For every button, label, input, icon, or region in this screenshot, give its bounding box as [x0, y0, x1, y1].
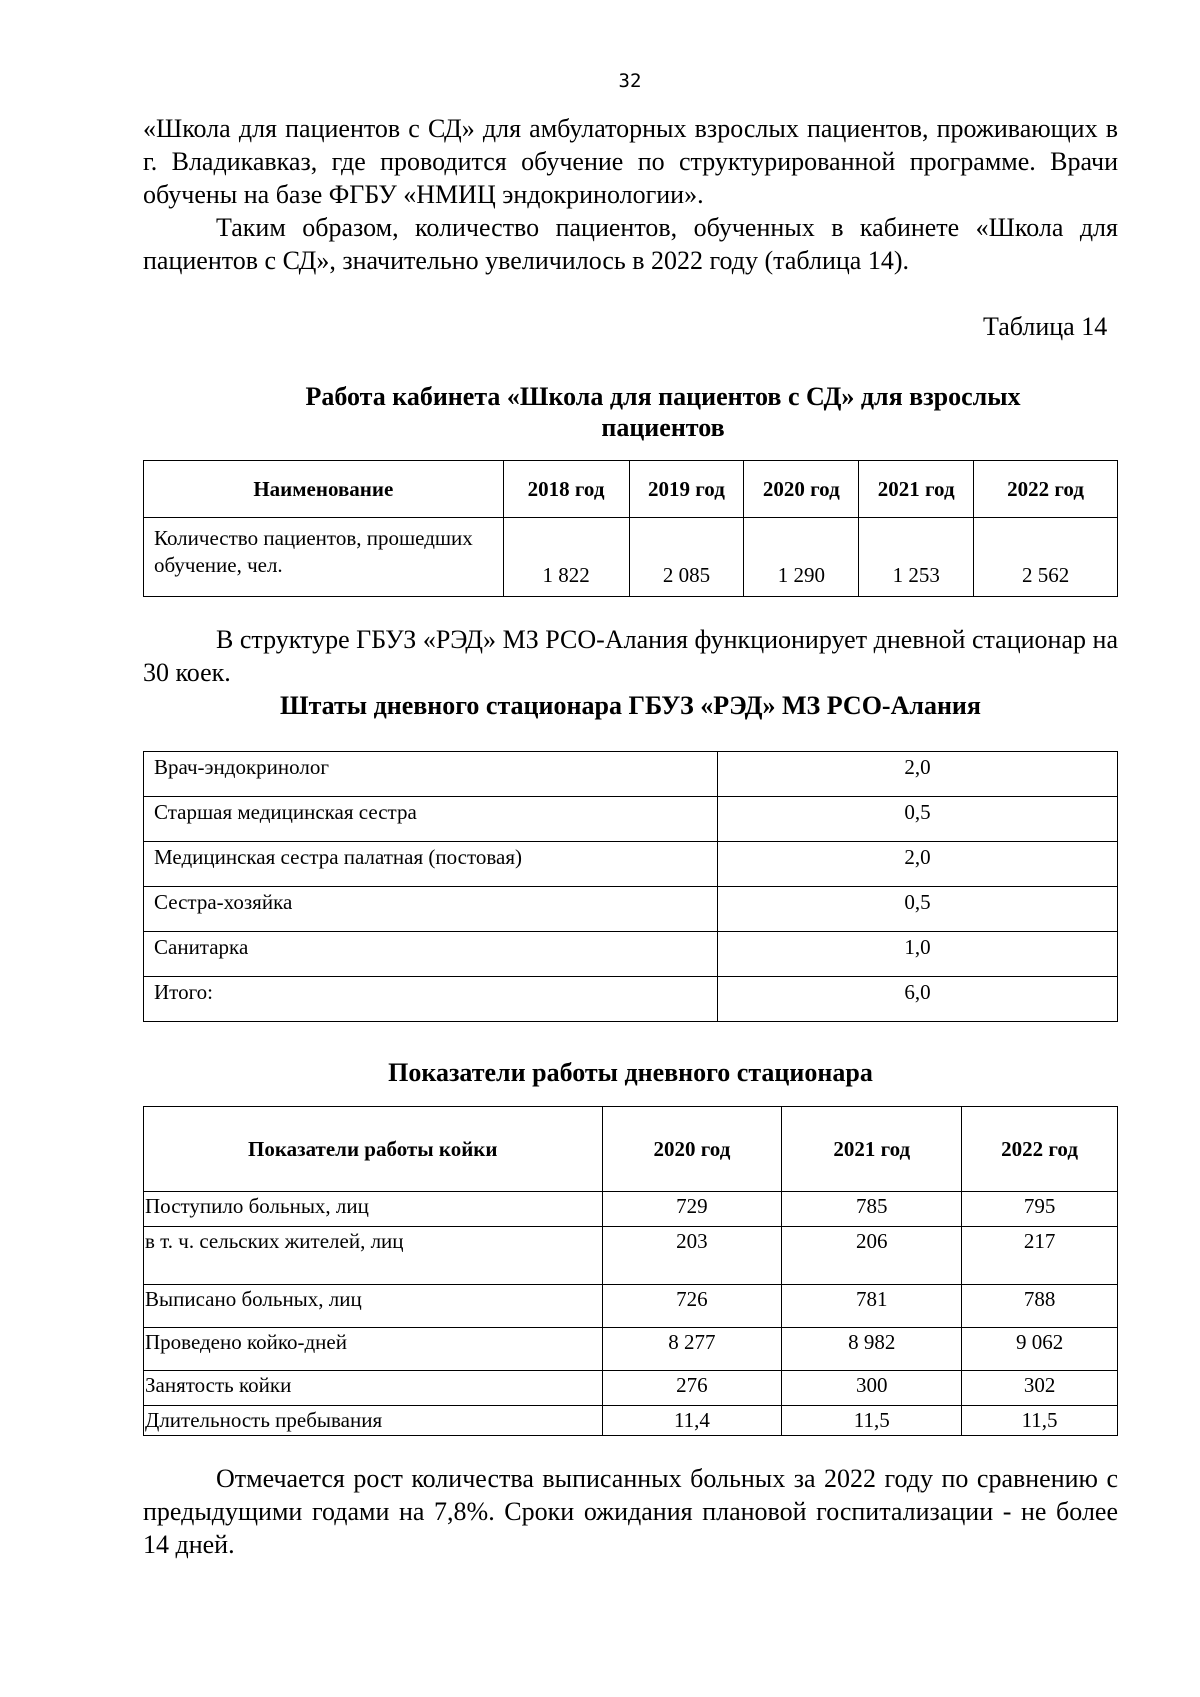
- table-cell: 11,5: [782, 1406, 962, 1436]
- row-label: Сестра-хозяйка: [144, 887, 718, 932]
- row-label: Выписано больных, лиц: [144, 1285, 603, 1328]
- paragraph-school-summary: Таким образом, количество пациентов, обученных в кабинете «Школа для пациентов с СД», значительно увеличилось в 2022 году (таблица 14).: [143, 213, 1118, 275]
- column-header: 2022 год: [962, 1107, 1118, 1192]
- table-row: [144, 1328, 1118, 1371]
- table-row: [144, 977, 1118, 1022]
- staff-table-title: Штаты дневного стационара ГБУЗ «РЭД» МЗ РСО-Алания: [280, 691, 981, 720]
- row-label: Итого:: [144, 977, 718, 1022]
- table-cell: 8 277: [602, 1328, 782, 1371]
- table-cell: 11,5: [962, 1406, 1118, 1436]
- table-row: [144, 842, 1118, 887]
- table-cell: 795: [962, 1192, 1118, 1227]
- table-caption: Таблица 14: [983, 312, 1108, 341]
- table-cell: 276: [602, 1371, 782, 1406]
- column-header: Наименование: [144, 461, 504, 518]
- table-cell: 2 085: [629, 518, 744, 597]
- row-label: Количество пациентов, прошедших обучение, чел.: [144, 518, 504, 597]
- table-row: [144, 1227, 1118, 1285]
- table-row: [144, 1192, 1118, 1227]
- row-label: Длительность пребывания: [144, 1406, 603, 1436]
- school-patients-table: [143, 460, 1118, 597]
- table-cell: 206: [782, 1227, 962, 1285]
- table-cell: 0,5: [718, 887, 1118, 932]
- row-label: Занятость койки: [144, 1371, 603, 1406]
- table-row: [144, 932, 1118, 977]
- table-row: [144, 752, 1118, 797]
- table-cell: 1 822: [503, 518, 629, 597]
- table-cell: 8 982: [782, 1328, 962, 1371]
- table-cell: 2,0: [718, 752, 1118, 797]
- row-label: Поступило больных, лиц: [144, 1192, 603, 1227]
- column-header: 2020 год: [602, 1107, 782, 1192]
- indicators-table-title: Показатели работы дневного стационара: [388, 1058, 873, 1087]
- page-number: 32: [618, 70, 642, 92]
- table-cell: 217: [962, 1227, 1118, 1285]
- table-row: [144, 797, 1118, 842]
- paragraph-school-intro: «Школа для пациентов с СД» для амбулаторных взрослых пациентов, проживающих в г. Владикавказ, где проводится обучение по структурированной программе. Врачи обучены на базе ФГБУ «НМИЦ эндокринологии».: [143, 114, 1118, 209]
- row-label: Старшая медицинская сестра: [144, 797, 718, 842]
- table-header-row: [144, 1107, 1118, 1192]
- table-cell: 302: [962, 1371, 1118, 1406]
- table-cell: 2 562: [974, 518, 1118, 597]
- column-header: 2020 год: [744, 461, 859, 518]
- row-label: Врач-эндокринолог: [144, 752, 718, 797]
- table-cell: 300: [782, 1371, 962, 1406]
- paragraph-conclusion: Отмечается рост количества выписанных больных за 2022 году по сравнению с предыдущими годами на 7,8%. Сроки ожидания плановой госпитализации - не более 14 дней.: [143, 1464, 1118, 1559]
- row-label: в т. ч. сельских жителей, лиц: [144, 1227, 603, 1285]
- table-cell: 726: [602, 1285, 782, 1328]
- table-row: [144, 518, 1118, 597]
- column-header: 2021 год: [782, 1107, 962, 1192]
- indicators-table: [143, 1106, 1118, 1436]
- table-cell: 203: [602, 1227, 782, 1285]
- table-header-row: [144, 461, 1118, 518]
- table-row: [144, 887, 1118, 932]
- table-cell: 729: [602, 1192, 782, 1227]
- table-cell: 1 290: [744, 518, 859, 597]
- paragraph-day-hospital: В структуре ГБУЗ «РЭД» МЗ РСО-Алания функционирует дневной стационар на 30 коек.: [143, 625, 1118, 687]
- table-cell: 11,4: [602, 1406, 782, 1436]
- row-label: Проведено койко-дней: [144, 1328, 603, 1371]
- table-cell: 2,0: [718, 842, 1118, 887]
- table-row: [144, 1371, 1118, 1406]
- table-cell: 9 062: [962, 1328, 1118, 1371]
- table-row: [144, 1285, 1118, 1328]
- row-label: Санитарка: [144, 932, 718, 977]
- table-cell: 785: [782, 1192, 962, 1227]
- table-cell: 1,0: [718, 932, 1118, 977]
- table14-title: Работа кабинета «Школа для пациентов с СД» для взрослых пациентов: [305, 382, 1021, 442]
- table-cell: 0,5: [718, 797, 1118, 842]
- column-header: 2019 год: [629, 461, 744, 518]
- table-cell: 1 253: [859, 518, 974, 597]
- table-cell: 781: [782, 1285, 962, 1328]
- staff-table: [143, 751, 1118, 1022]
- column-header: 2021 год: [859, 461, 974, 518]
- column-header: 2018 год: [503, 461, 629, 518]
- row-label: Медицинская сестра палатная (постовая): [144, 842, 718, 887]
- table-cell: 6,0: [718, 977, 1118, 1022]
- column-header: 2022 год: [974, 461, 1118, 518]
- table-row: [144, 1406, 1118, 1436]
- table-cell: 788: [962, 1285, 1118, 1328]
- column-header: Показатели работы койки: [144, 1107, 603, 1192]
